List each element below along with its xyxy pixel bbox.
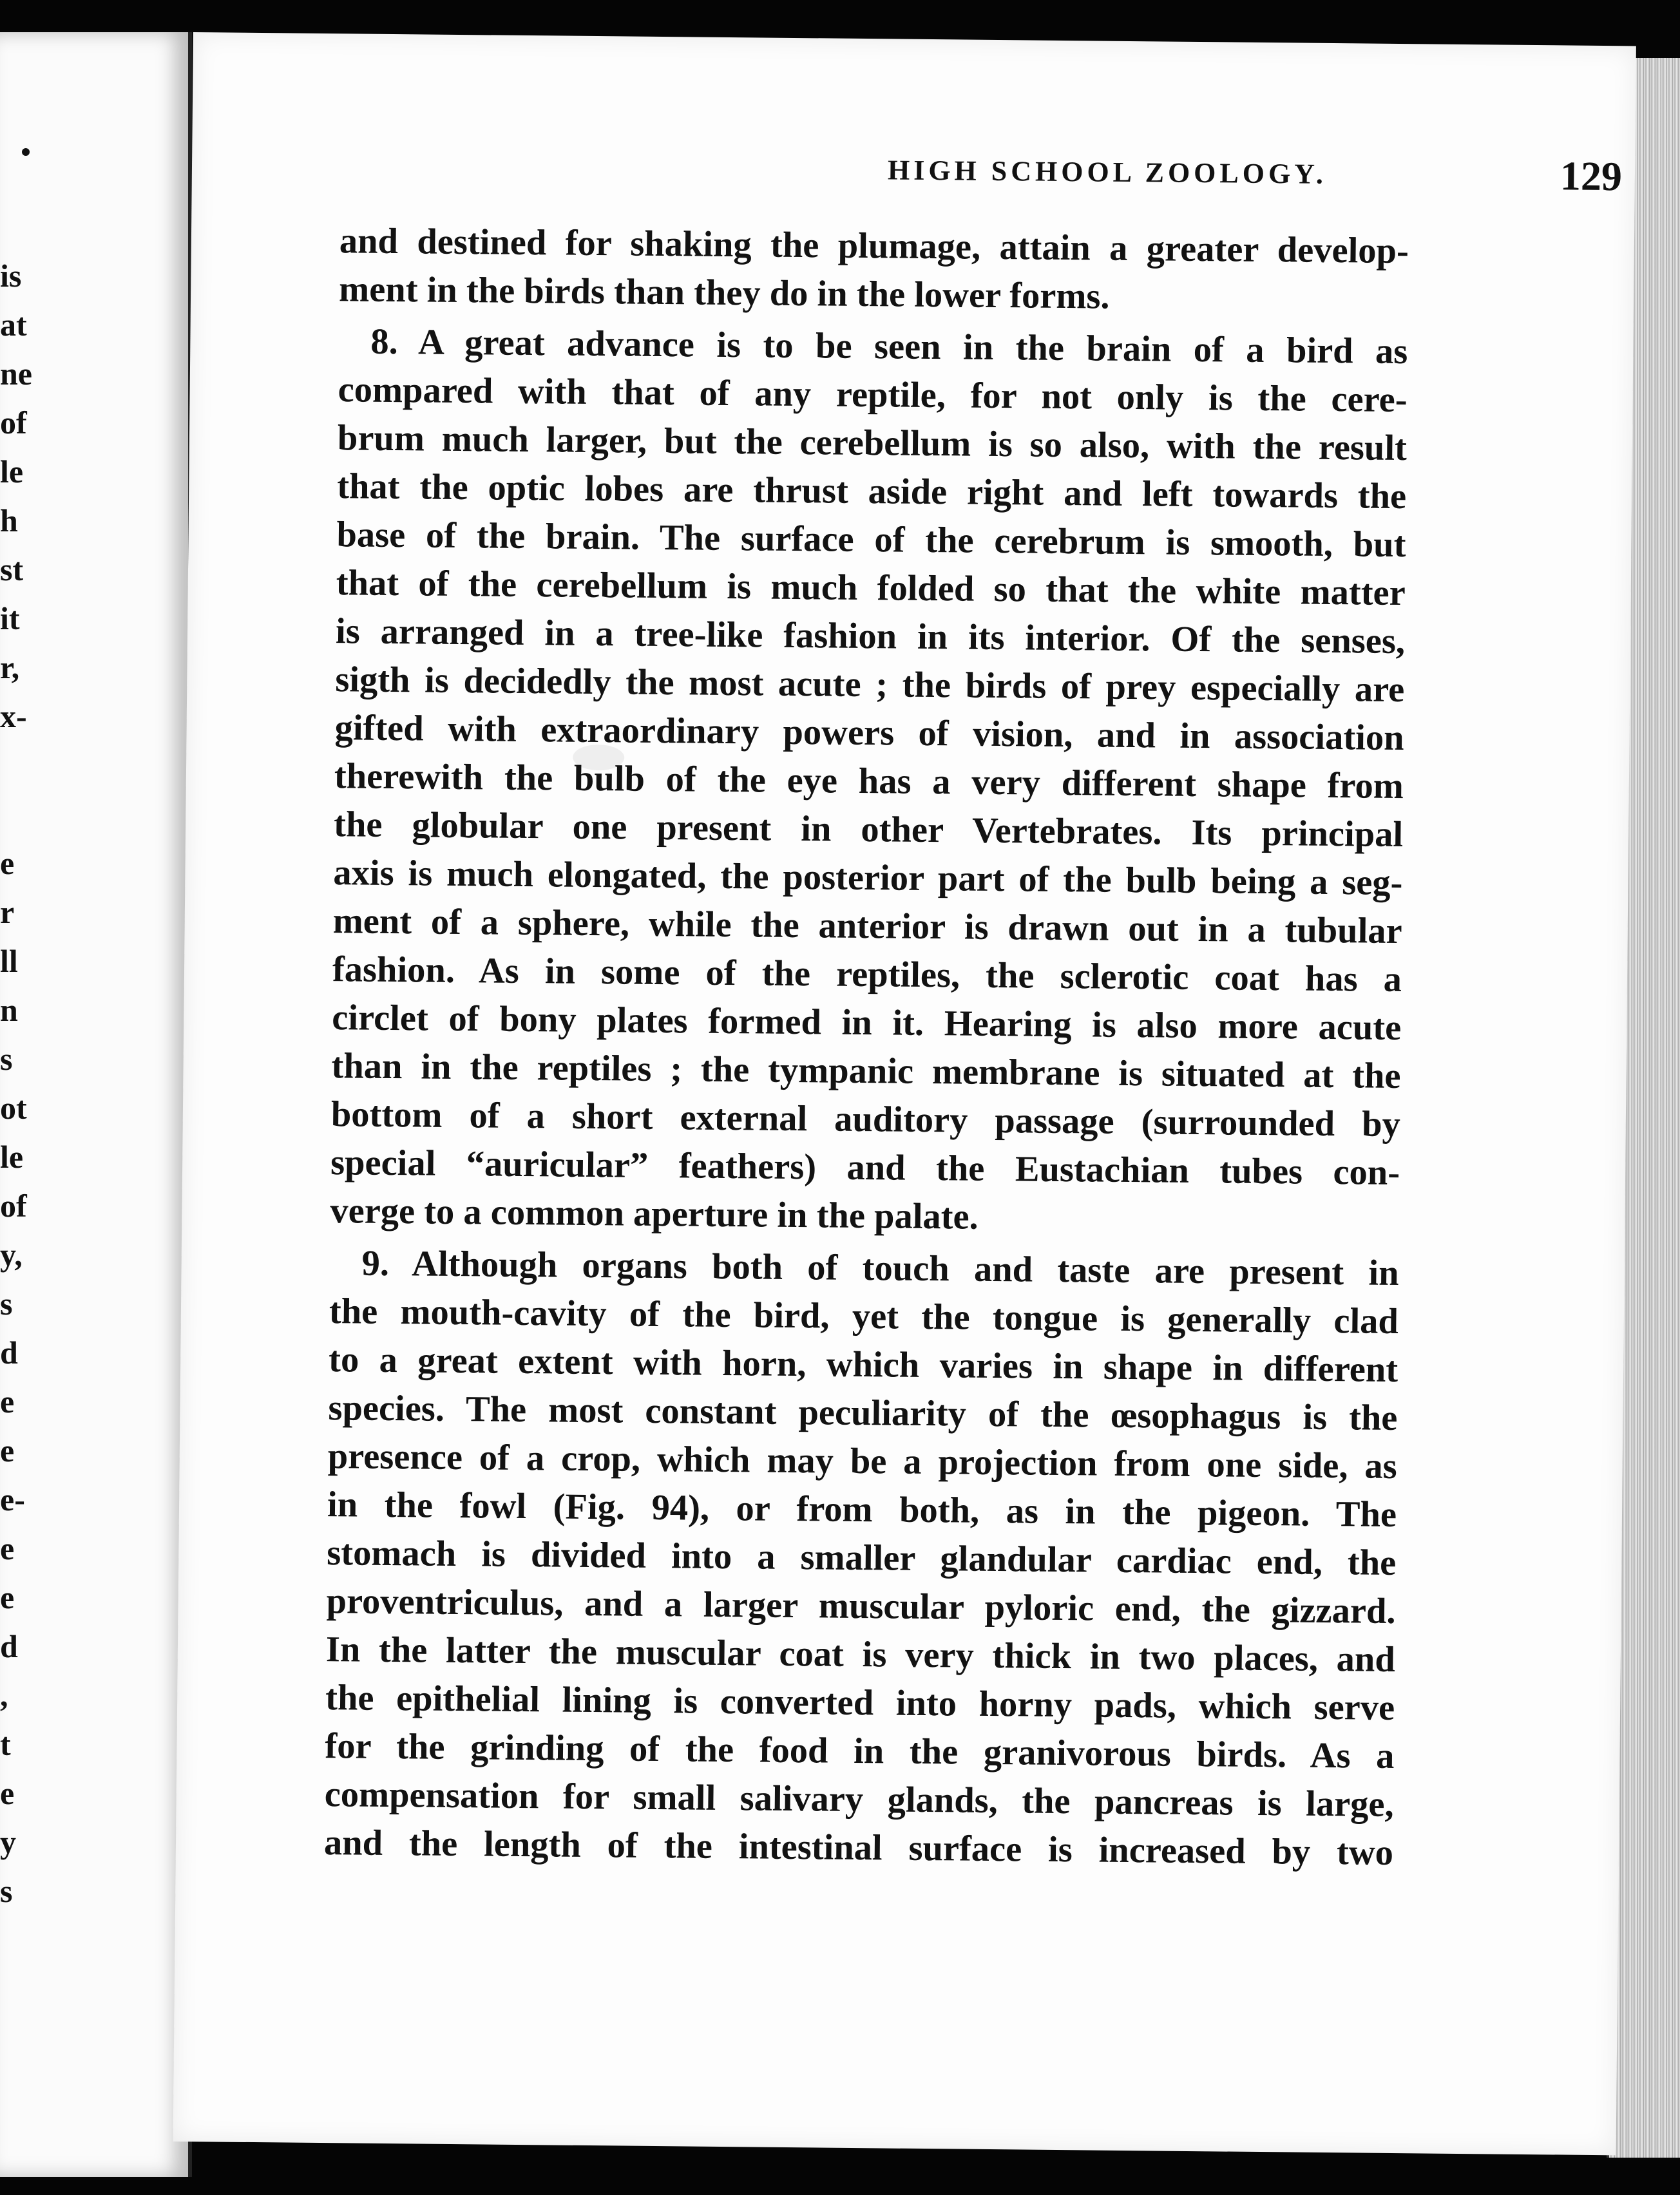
margin-fragment	[0, 741, 39, 790]
text-line: stomach is divided into a smaller glandular cardiac end, the	[327, 1533, 1397, 1584]
margin-fragment: is	[0, 258, 22, 294]
text-line: that of the cerebellum is much folded so that the white matter	[336, 563, 1406, 614]
text-line: special “auricular” feathers) and the Eustachian tubes con-	[330, 1143, 1400, 1193]
margin-fragment: le	[0, 1139, 24, 1175]
margin-fragment: e	[0, 1775, 15, 1811]
text-line: circlet of bony plates formed in it. Hearing is also more acute	[332, 998, 1402, 1049]
text-line: in the fowl (Fig. 94), or from both, as in the pigeon. The	[327, 1485, 1397, 1535]
margin-fragment: y,	[0, 1237, 23, 1273]
margin-fragment: n	[0, 992, 18, 1028]
text-line: 9. Although organs both of touch and taste are present in	[361, 1243, 1399, 1294]
ink-dot	[22, 148, 30, 156]
margin-fragment: r,	[0, 649, 20, 685]
margin-fragment: r	[0, 894, 15, 930]
text-line: to a great extent with horn, which varies in shape in different	[328, 1340, 1398, 1391]
text-line: In the latter the muscular coat is very thick in two places, and	[325, 1630, 1396, 1680]
running-title: HIGH SCHOOL ZOOLOGY.	[887, 154, 1328, 190]
left-margin-fragments	[0, 251, 39, 1915]
text-line: and the length of the intestinal surface is increased by two	[323, 1823, 1394, 1874]
margin-fragment: y	[0, 1824, 16, 1860]
margin-fragment: t	[0, 1726, 11, 1762]
text-line: for the grinding of the food in the granivorous birds. As a	[325, 1726, 1395, 1777]
text-line: species. The most constant peculiarity of the œsophagus is the	[328, 1388, 1398, 1439]
left-facing-page	[0, 32, 192, 2177]
margin-fragment: e	[0, 1383, 15, 1420]
text-line: ment of a sphere, while the anterior is drawn out in a tubular	[332, 901, 1402, 952]
margin-fragment: st	[0, 551, 24, 587]
margin-fragment: of	[0, 404, 27, 441]
margin-fragment: at	[0, 307, 27, 343]
margin-fragment: ,	[0, 1677, 8, 1713]
text-line: than in the reptiles ; the tympanic membrane is situated at the	[331, 1046, 1401, 1097]
text-line: ment in the birds than they do in the lower forms.	[338, 269, 1110, 317]
margin-fragment: e	[0, 845, 15, 881]
paragraph-9-digestive-organs	[324, 1239, 1399, 1877]
main-page	[173, 32, 1636, 2155]
margin-fragment: le	[0, 453, 24, 489]
margin-fragment: x-	[0, 698, 27, 734]
margin-fragment: e	[0, 1579, 15, 1615]
margin-fragment: ll	[0, 943, 18, 979]
margin-fragment: ot	[0, 1090, 27, 1126]
margin-fragment: d	[0, 1628, 18, 1664]
text-line: the epithelial lining is converted into horny pads, which serve	[325, 1678, 1395, 1729]
paragraph-continuation	[339, 217, 1409, 324]
paragraph-8-brain-and-senses	[330, 318, 1408, 1246]
text-line: the mouth-cavity of the bird, yet the tongue is generally clad	[329, 1291, 1399, 1342]
text-line: gifted with extraordinary powers of vision, and in association	[334, 708, 1404, 759]
margin-fragment: of	[0, 1188, 27, 1224]
margin-fragment: e	[0, 1432, 15, 1468]
text-line: verge to a common aperture in the palate.	[330, 1191, 979, 1237]
text-line: the globular one present in other Vertebrates. Its principal	[333, 804, 1404, 855]
text-line: fashion. As in some of the reptiles, the sclerotic coat has a	[332, 949, 1402, 1000]
margin-fragment: h	[0, 502, 18, 538]
text-line: that the optic lobes are thrust aside right and left towards the	[336, 466, 1407, 517]
margin-fragment: s	[0, 1286, 13, 1322]
margin-fragment: d	[0, 1335, 18, 1371]
text-line: sigth is decidedly the most acute ; the birds of prey especially are	[335, 660, 1405, 710]
text-line: bottom of a short external auditory passage (surrounded by	[330, 1094, 1401, 1145]
margin-fragment: it	[0, 600, 20, 636]
page-number: 129	[1560, 153, 1623, 200]
text-line: 8. A great advance is to be seen in the brain of a bird as	[370, 321, 1408, 372]
text-line: and destined for shaking the plumage, attain a greater develop-	[339, 221, 1409, 272]
margin-fragment: ne	[0, 356, 32, 392]
text-line: compensation for small salivary glands, the pancreas is large,	[324, 1774, 1394, 1825]
text-line: is arranged in a tree-like fashion in its interior. Of the senses,	[335, 611, 1406, 662]
margin-fragment	[0, 790, 39, 839]
text-line: axis is much elongated, the posterior part of the bulb being a seg-	[333, 853, 1403, 904]
text-line: proventriculus, and a larger muscular pyloric end, the gizzard.	[326, 1581, 1396, 1632]
body-text	[324, 217, 1409, 1877]
text-line: presence of a crop, which may be a projection from one side, as	[327, 1436, 1398, 1487]
text-line: base of the brain. The surface of the cerebrum is smooth, but	[336, 515, 1406, 565]
page-header	[321, 148, 1623, 212]
margin-fragment: s	[0, 1041, 13, 1077]
text-line: brum much larger, but the cerebellum is so also, with the result	[337, 418, 1408, 469]
margin-fragment: s	[0, 1873, 13, 1909]
margin-fragment: e	[0, 1530, 15, 1566]
text-line: therewith the bulb of the eye has a very different shape from	[334, 756, 1404, 807]
margin-fragment: e-	[0, 1481, 25, 1517]
text-line: compared with that of any reptile, for not only is the cere-	[338, 370, 1408, 421]
